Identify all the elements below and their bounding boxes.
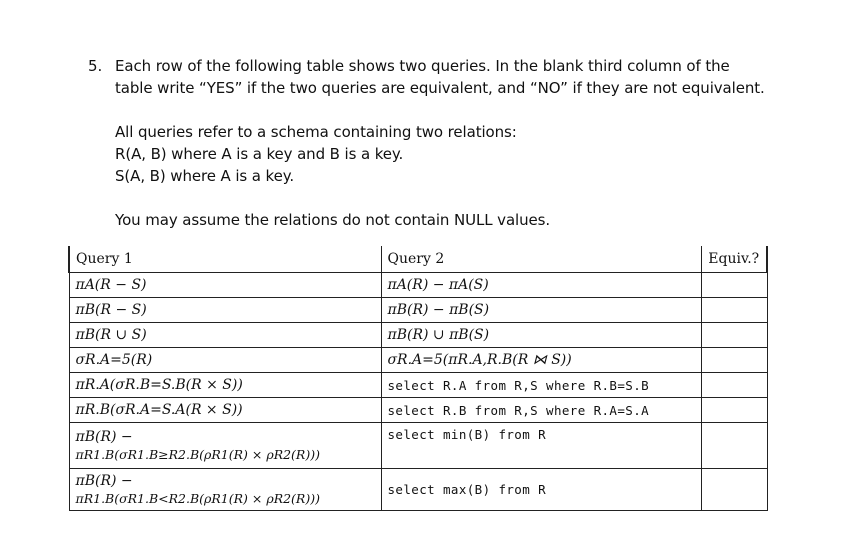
row-2-query-2: πB(R) − πB(S)	[381, 298, 701, 323]
header-query-2-label: Query 2	[387, 251, 445, 267]
row-2-equiv-answer-cell[interactable]	[701, 298, 767, 323]
row-5-query-2-sql: select R.A from R,S where R.B=S.B	[381, 373, 701, 398]
table-header-row	[69, 246, 767, 273]
row-5-equiv-answer-cell[interactable]	[701, 373, 767, 398]
table-row	[69, 469, 767, 511]
row-6-query-1: πR.B(σR.A=S.A(R × S))	[69, 398, 381, 423]
query-equivalence-table	[68, 246, 768, 511]
question-number: 5.	[88, 57, 103, 75]
table-row	[69, 398, 767, 423]
row-4-query-2: σR.A=5(πR.A,R.B(R ⋈ S))	[381, 348, 701, 373]
prompt-line-1: Each row of the following table shows two queries. In the blank third column of the	[115, 57, 730, 75]
table-row	[69, 373, 767, 398]
table-row	[69, 273, 767, 298]
table-row	[69, 423, 767, 469]
header-equiv	[701, 246, 767, 273]
row-3-query-1: πB(R ∪ S)	[69, 323, 381, 348]
row-4-equiv-answer-cell[interactable]	[701, 348, 767, 373]
row-8-equiv-answer-cell[interactable]	[701, 469, 767, 511]
assumption-note: You may assume the relations do not contain NULL values.	[115, 211, 551, 229]
row-4-query-1: σR.A=5(R)	[69, 348, 381, 373]
row-2-query-1: πB(R − S)	[69, 298, 381, 323]
row-5-query-1: πR.A(σR.B=S.B(R × S))	[69, 373, 381, 398]
row-7-query-1	[69, 423, 381, 469]
row-3-equiv-answer-cell[interactable]	[701, 323, 767, 348]
row-3-query-2: πB(R) ∪ πB(S)	[381, 323, 701, 348]
header-equiv-label: Equiv.?	[708, 251, 760, 267]
schema-intro: All queries refer to a schema containing two relations:	[115, 123, 517, 141]
row-6-query-2-sql: select R.B from R,S where R.A=S.A	[381, 398, 701, 423]
row-6-equiv-answer-cell[interactable]	[701, 398, 767, 423]
table-row	[69, 323, 767, 348]
table-row	[69, 348, 767, 373]
row-1-query-2: πA(R) − πA(S)	[381, 273, 701, 298]
row-8-query-2-sql: select max(B) from R	[381, 469, 701, 511]
row-8-query-1	[69, 469, 381, 511]
header-query-1-label: Query 1	[76, 251, 133, 267]
row-7-query-1-line-1: πB(R) −	[75, 428, 133, 445]
schema-relation-r: R(A, B) where A is a key and B is a key.	[115, 145, 404, 163]
row-8-query-1-line-1: πB(R) −	[75, 472, 133, 489]
row-8-query-1-line-2: πR1.B(σR1.B<R2.B(ρR1(R) × ρR2(R)))	[75, 490, 320, 506]
prompt-line-2: table write “YES” if the two queries are equivalent, and “NO” if they are not equivalent.	[115, 79, 765, 97]
header-query-1	[69, 246, 381, 273]
row-7-query-2-sql: select min(B) from R	[381, 423, 701, 469]
table-row	[69, 298, 767, 323]
schema-relation-s: S(A, B) where A is a key.	[115, 167, 295, 185]
row-7-equiv-answer-cell[interactable]	[701, 423, 767, 469]
row-1-equiv-answer-cell[interactable]	[701, 273, 767, 298]
row-7-query-1-line-2: πR1.B(σR1.B≥R2.B(ρR1(R) × ρR2(R)))	[75, 446, 320, 462]
header-query-2	[381, 246, 701, 273]
row-1-query-1: πA(R − S)	[69, 273, 381, 298]
